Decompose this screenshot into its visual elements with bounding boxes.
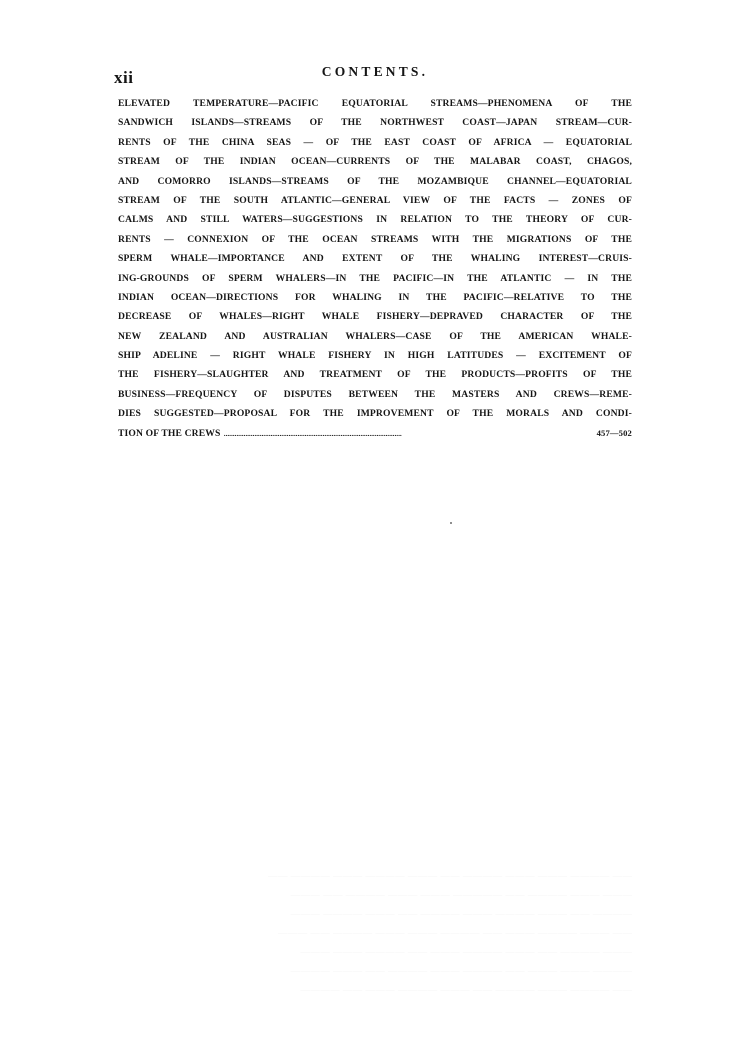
ghost-line bbox=[118, 982, 632, 1001]
contents-line: THE FISHERY—SLAUGHTER AND TREATMENT OF THE PRODUCTS—PROFITS OF THE bbox=[118, 369, 632, 381]
running-head: CONTENTS. bbox=[321, 64, 429, 79]
ghost-line bbox=[118, 906, 632, 925]
page-number: xii bbox=[114, 68, 134, 87]
contents-line: SHIP ADELINE — RIGHT WHALE FISHERY IN HIGH LATITUDES — EXCITEMENT OF bbox=[118, 350, 632, 362]
paper-speck bbox=[450, 522, 452, 524]
ghost-line bbox=[118, 944, 632, 963]
contents-line: CALMS AND STILL WATERS—SUGGESTIONS IN RELATION TO THE THEORY OF CUR- bbox=[118, 214, 632, 226]
page-range: 457—502 bbox=[596, 427, 632, 438]
contents-line: RENTS OF THE CHINA SEAS — OF THE EAST COAST OF AFRICA — EQUATORIAL bbox=[118, 136, 632, 148]
contents-line: STREAM OF THE SOUTH ATLANTIC—GENERAL VIEW OF THE FACTS — ZONES OF bbox=[118, 194, 632, 206]
ghost-line bbox=[118, 868, 632, 887]
ghost-line bbox=[118, 887, 632, 906]
ghost-line bbox=[118, 963, 632, 982]
dot-leader bbox=[224, 424, 594, 443]
contents-line: SPERM WHALE—IMPORTANCE AND EXTENT OF THE WHALING INTEREST—CRUIS- bbox=[118, 253, 632, 265]
contents-line: BUSINESS—FREQUENCY OF DISPUTES BETWEEN THE MASTERS AND CREWS—REME- bbox=[118, 388, 632, 400]
contents-line: ING-GROUNDS OF SPERM WHALERS—IN THE PACIFIC—IN THE ATLANTIC — IN THE bbox=[118, 272, 632, 284]
contents-line: DECREASE OF WHALES—RIGHT WHALE FISHERY—DEPRAVED CHARACTER OF THE bbox=[118, 311, 632, 323]
contents-line: RENTS — CONNEXION OF THE OCEAN STREAMS WITH THE MIGRATIONS OF THE bbox=[118, 233, 632, 245]
ghost-line bbox=[118, 925, 632, 944]
contents-entry bbox=[118, 94, 632, 443]
contents-line: STREAM OF THE INDIAN OCEAN—CURRENTS OF THE MALABAR COAST, CHAGOS, bbox=[118, 156, 632, 168]
contents-last-line bbox=[118, 424, 632, 443]
contents-line: NEW ZEALAND AND AUSTRALIAN WHALERS—CASE OF THE AMERICAN WHALE- bbox=[118, 330, 632, 342]
contents-line: SANDWICH ISLANDS—STREAMS OF THE NORTHWEST COAST—JAPAN STREAM—CUR- bbox=[118, 117, 632, 129]
reverse-side-show-through bbox=[118, 868, 632, 1001]
contents-line: INDIAN OCEAN—DIRECTIONS FOR WHALING IN THE PACIFIC—RELATIVE TO THE bbox=[118, 291, 632, 303]
contents-line: DIES SUGGESTED—PROPOSAL FOR THE IMPROVEMENT OF THE MORALS AND CONDI- bbox=[118, 408, 632, 420]
contents-line: AND COMORRO ISLANDS—STREAMS OF THE MOZAMBIQUE CHANNEL—EQUATORIAL bbox=[118, 175, 632, 187]
contents-line-text: TION OF THE CREWS bbox=[118, 427, 221, 439]
contents-line: ELEVATED TEMPERATURE—PACIFIC EQUATORIAL STREAMS—PHENOMENA OF THE bbox=[118, 98, 632, 109]
